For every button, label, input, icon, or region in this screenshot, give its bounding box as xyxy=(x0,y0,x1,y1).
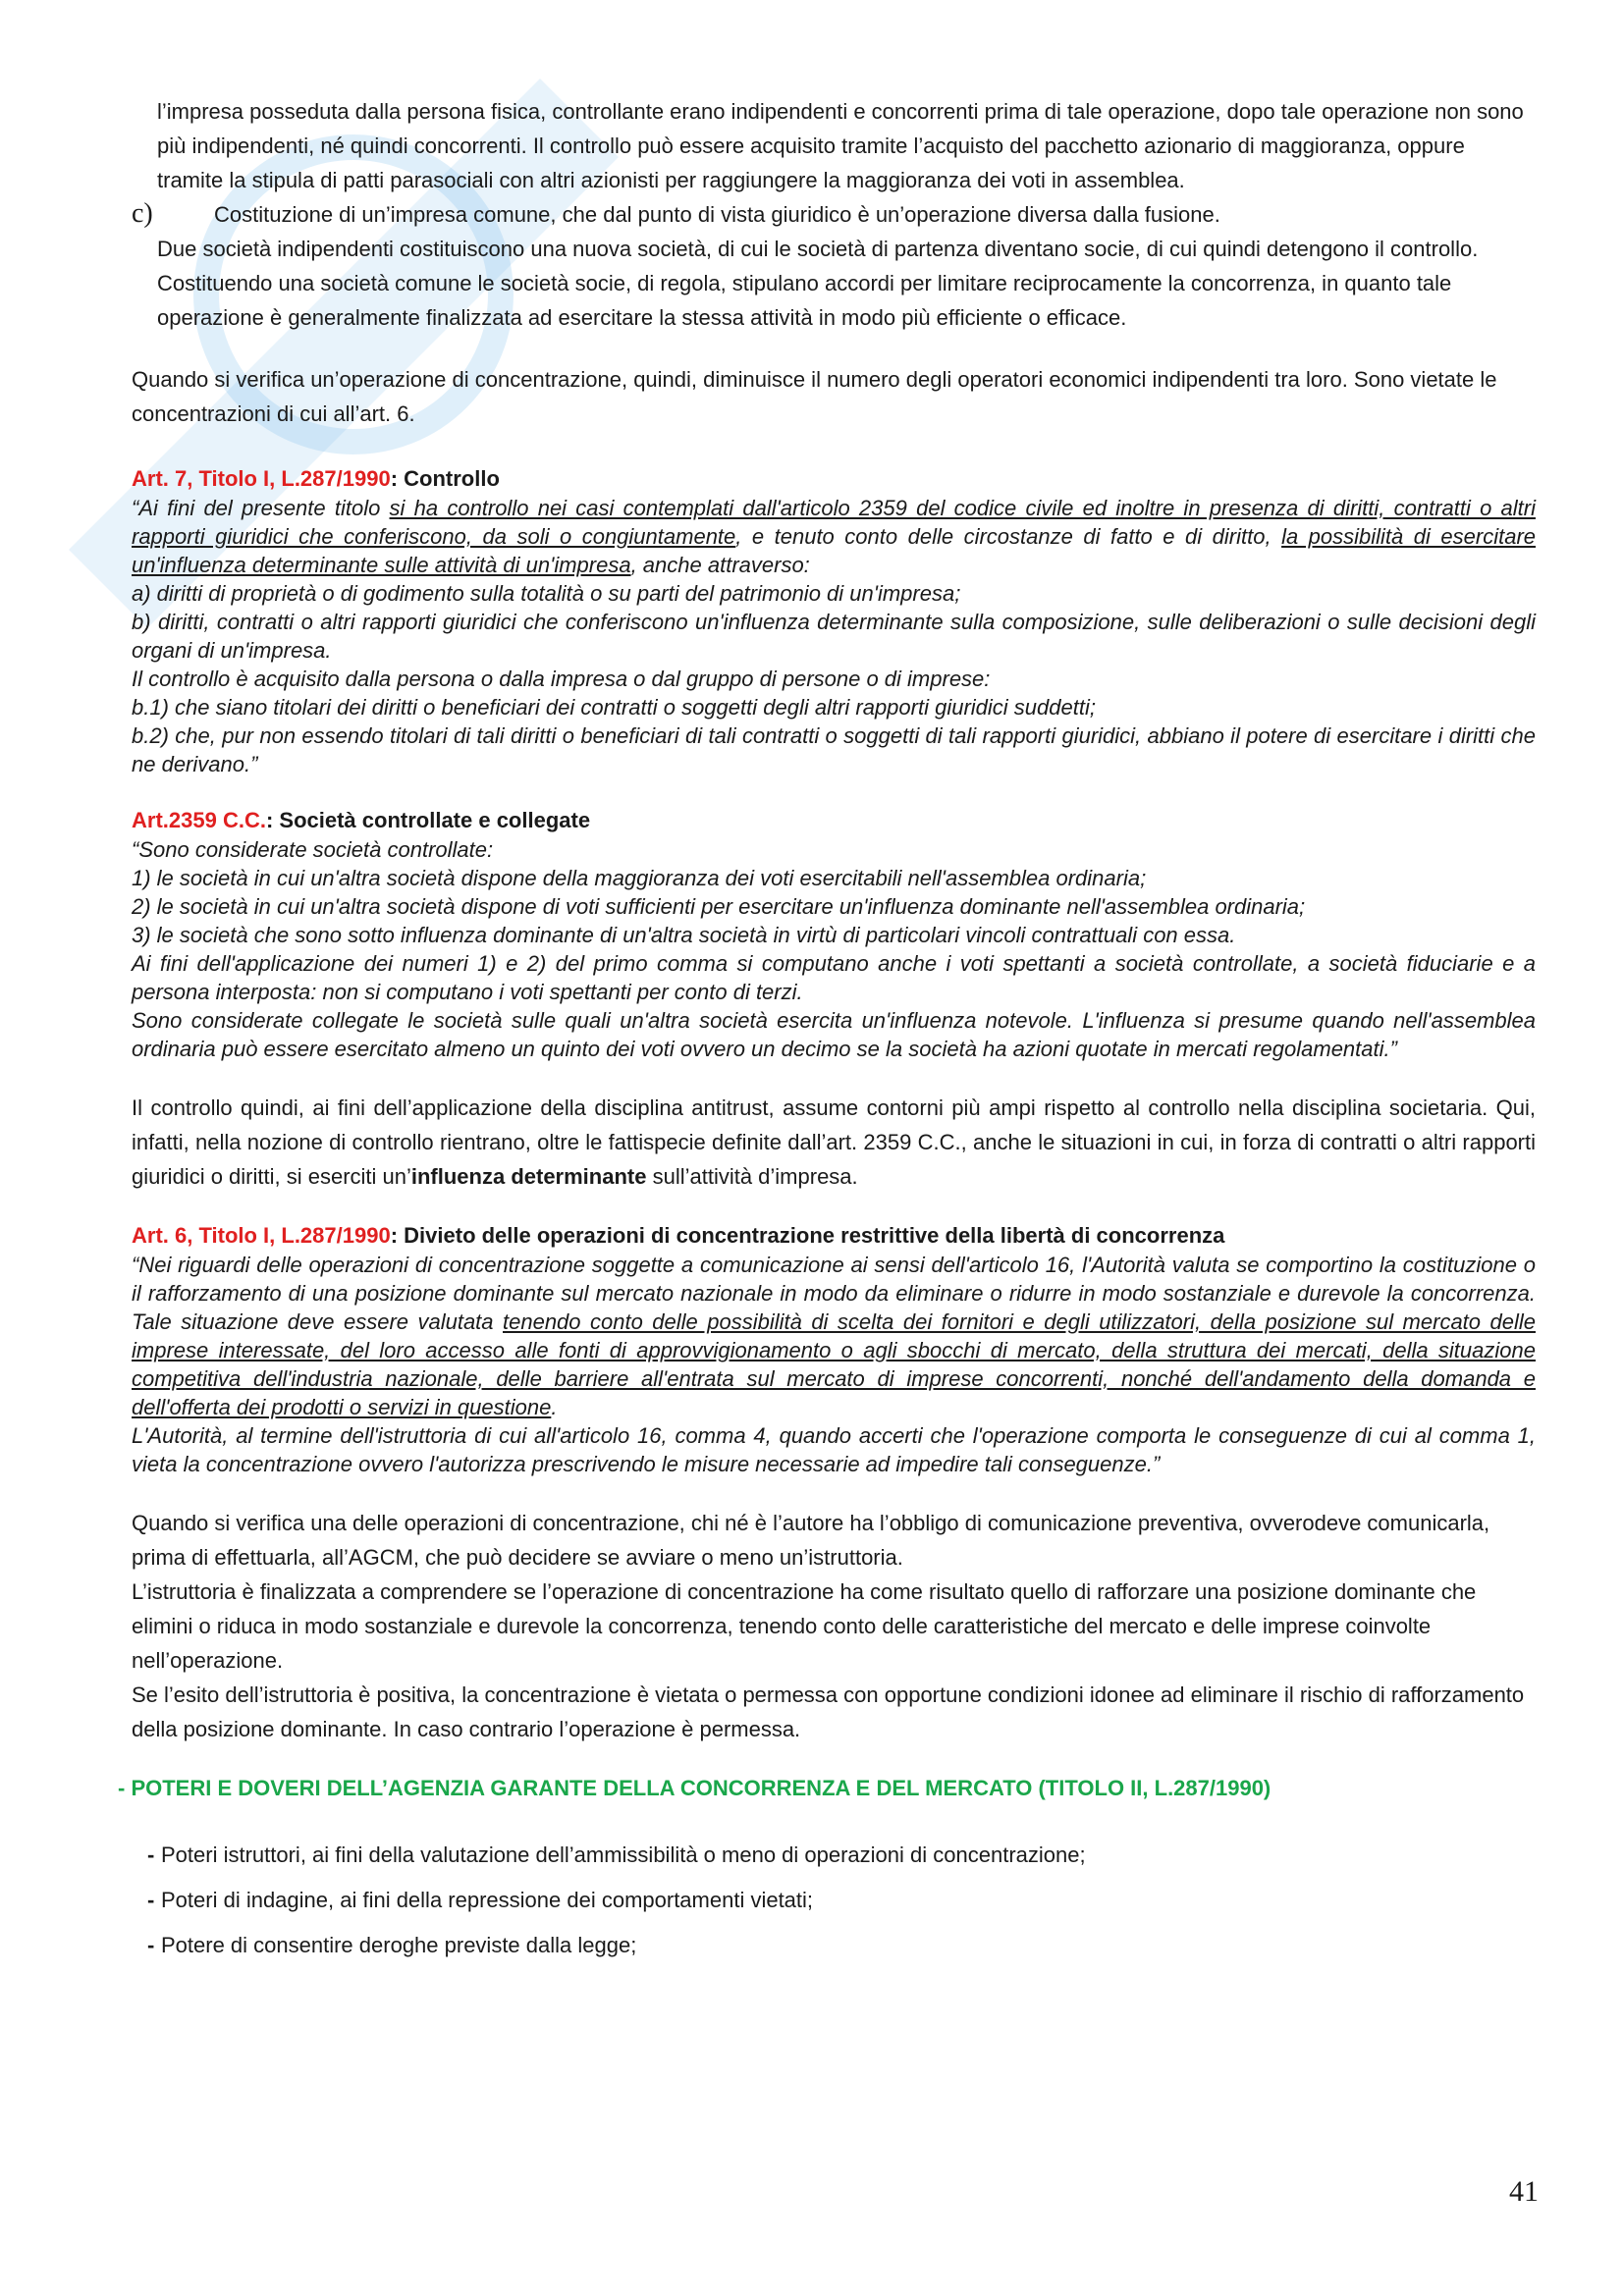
art6-title: Divieto delle operazioni di concentrazione restrittive della libertà di concorrenza xyxy=(404,1223,1225,1248)
art6-quote-underlined: tenendo conto delle possibilità di scelta dei fornitori e degli utilizzatori, della posizione sul mercato delle imprese interessate, del loro accesso alle fonti di approvvigionamento o agli sbocchi di mercato, della struttura dei mercati, della situazione competitiva dell'industria nazionale, delle barriere all'entrata sul mercato di imprese concorrenti, nonché dell'andamento della domanda e dell'offerta dei prodotti o servizi in questione xyxy=(132,1309,1536,1419)
art6-quote-2: L'Autorità, al termine dell'istruttoria di cui all'articolo 16, comma 4, quando accerti che l'operazione comporta le conseguenze di cui al comma 1, vieta la concentrazione ovvero l'autorizza prescrivendo le misure necessarie ad impedire tali conseguenze.” xyxy=(132,1423,1536,1476)
art6-quote-b: . xyxy=(551,1395,558,1419)
mid-paragraph-b: sull’attività d’impresa. xyxy=(646,1164,858,1189)
art7-separator: : xyxy=(390,466,405,491)
section-title: - POTERI E DOVERI DELL’AGENZIA GARANTE DELLA CONCORRENZA E DEL MERCATO (TITOLO II, L.287/1990) xyxy=(118,1776,1271,1800)
list-item xyxy=(147,1833,1536,1878)
mid-paragraph-a: Il controllo quindi, ai fini dell’applicazione della disciplina antitrust, assume contorni più ampi rispetto al controllo nella disciplina societaria. Qui, infatti, nella nozione di controllo rientrano, oltre le fattispecie definite dall’art. 2359 C.C., anche le situazioni in cui, in forza di contratti o altri rapporti giuridici o diritti, si eserciti un’ xyxy=(132,1095,1536,1189)
intro-paragraph-3: Quando si verifica un’operazione di concentrazione, quindi, diminuisce il numero degli operatori economici indipendenti tra loro. Sono vietate le concentrazioni di cui all’art. 6. xyxy=(132,367,1497,426)
art2359-title: Società controllate e collegate xyxy=(279,808,591,832)
mid-paragraph xyxy=(132,1091,1536,1194)
page-number: 41 xyxy=(1509,2175,1539,2208)
art2359-line-4: Ai fini dell'applicazione dei numeri 1) e 2) del primo comma si computano anche i voti spettanti a società controllate, a società fiduciarie e a persona interposta: non si computano i voti spettanti per conto di terzi. xyxy=(132,951,1536,1004)
art6-quote-a: “Nei riguardi delle operazioni di concentrazione soggette a comunicazione ai sensi dell'articolo 16, l'Autorità valuta se comportino la costituzione o il rafforzamento di una posizione dominante sul mercato nazionale in modo da eliminare o ridurre in modo sostanziale e durevole la concorrenza. Tale situazione deve essere valutata xyxy=(132,1253,1536,1334)
art7-item-b: b) diritti, contratti o altri rapporti giuridici che conferiscono un'influenza determinante sulla composizione, sulle deliberazioni o sulle decisioni degli organi di un'impresa. xyxy=(132,610,1536,663)
powers-item-3: Potere di consentire deroghe previste dalla legge; xyxy=(161,1933,637,1957)
list-item-c xyxy=(132,197,1536,232)
art2359-line-1: 1) le società in cui un'altra società dispone della maggioranza dei voti esercitabili nell'assemblea ordinaria; xyxy=(132,866,1147,890)
dash-bullet: - xyxy=(147,1842,155,1867)
art2359-line-2: 2) le società in cui un'altra società dispone di voti sufficienti per esercitare un'influenza dominante nell'assemblea ordinaria; xyxy=(132,894,1306,919)
after-paragraph-3: Se l’esito dell’istruttoria è positiva, la concentrazione è vietata o permessa con opportune condizioni idonee ad eliminare il rischio di rafforzamento della posizione dominante. In caso contrario l’operazione è permessa. xyxy=(132,1682,1525,1741)
art7-quote-underlined-1: si ha controllo nei casi contemplati dall'articolo 2359 del codice civile ed inoltre in presenza di diritti, contratti o altri rapporti giuridici che conferiscono, da soli o congiuntamente xyxy=(132,496,1536,549)
art2359-line-0: “Sono considerate società controllate: xyxy=(132,837,494,862)
list-item xyxy=(147,1923,1536,1968)
document-page xyxy=(118,94,1537,1968)
intro-paragraph-1: l’impresa posseduta dalla persona fisica, controllante erano indipendenti e concorrenti prima di tale operazione, dopo tale operazione non sono più indipendenti, né quindi concorrenti. Il controllo può essere acquisito tramite l’acquisto del pacchetto azionario di maggioranza, oppure tramite la stipula di patti parasociali con altri azionisti per raggiungere la maggioranza dei voti in assemblea. xyxy=(157,99,1524,192)
mid-paragraph-bold: influenza determinante xyxy=(410,1164,647,1189)
art7-ref: Art. 7, Titolo I, L.287/1990 xyxy=(132,466,391,491)
list-item-c-text: Costituzione di un’impresa comune, che dal punto di vista giuridico è un’operazione diversa dalla fusione. xyxy=(214,202,1220,227)
art2359-separator: : xyxy=(265,808,280,832)
art7-quote-a: “Ai fini del presente titolo xyxy=(132,496,390,520)
powers-list xyxy=(147,1833,1536,1968)
art7-quote-b: , e tenuto conto delle circostanze di fatto e di diritto, xyxy=(735,524,1282,549)
art7-item-b1: b.1) che siano titolari dei diritti o beneficiari dei contratti o soggetti degli altri rapporti giuridici suddetti; xyxy=(132,695,1096,720)
art2359-ref: Art.2359 C.C. xyxy=(132,808,266,832)
art2359-line-5: Sono considerate collegate le società sulle quali un'altra società esercita un'influenza notevole. L'influenza si presume quando nell'assemblea ordinaria può essere esercitato almeno un quinto dei voti ovvero un decimo se la società ha azioni quotate in mercati regolamentati.” xyxy=(132,1008,1536,1061)
art2359-line-3: 3) le società che sono sotto influenza dominante di un'altra società in virtù di particolari vincoli contrattuali con essa. xyxy=(132,923,1236,947)
art7-quote-c: , anche attraverso: xyxy=(630,553,810,577)
art6-ref: Art. 6, Titolo I, L.287/1990 xyxy=(132,1223,391,1248)
dash-bullet: - xyxy=(147,1933,155,1957)
art6-quote xyxy=(132,1251,1536,1421)
after-paragraph-1: Quando si verifica una delle operazioni di concentrazione, chi né è l’autore ha l’obbligo di comunicazione preventiva, ovverodeve comunicarla, prima di effettuarla, all’AGCM, che può decidere se avviare o meno un’istruttoria. xyxy=(132,1511,1490,1570)
after-paragraph-2: L’istruttoria è finalizzata a comprendere se l’operazione di concentrazione ha come risultato quello di rafforzare una posizione dominante che elimini o riduca in modo sostanziale e durevole la concorrenza, tenendo conto delle caratteristiche del mercato e delle imprese coinvolte nell’operazione. xyxy=(132,1579,1477,1673)
art7-title: Controllo xyxy=(404,466,500,491)
art7-quote-underlined-2: la possibilità di esercitare un'influenza determinante sulle attività di un'impresa xyxy=(132,524,1537,577)
art6-separator: : xyxy=(390,1223,405,1248)
art7-quote xyxy=(132,494,1536,579)
powers-item-1: Poteri istruttori, ai fini della valutazione dell’ammissibilità o meno di operazioni di concentrazione; xyxy=(161,1842,1086,1867)
dash-bullet: - xyxy=(147,1888,155,1912)
art2359-heading xyxy=(132,806,1536,835)
list-item xyxy=(147,1878,1536,1923)
powers-item-2: Poteri di indagine, ai fini della repressione dei comportamenti vietati; xyxy=(161,1888,814,1912)
art7-item-a: a) diritti di proprietà o di godimento sulla totalità o su parti del patrimonio di un'impresa; xyxy=(132,581,961,606)
art6-heading xyxy=(132,1221,1536,1251)
art7-item-b2: b.2) che, pur non essendo titolari di tali diritti o beneficiari di tali contratti o soggetti di tali rapporti giuridici, abbiano il potere di esercitare i diritti che ne derivano.” xyxy=(132,723,1536,776)
list-letter-c: c) xyxy=(132,198,153,229)
art7-control-line: Il controllo è acquisito dalla persona o dalla impresa o dal gruppo di persone o di imprese: xyxy=(132,667,991,691)
intro-paragraph-2: Due società indipendenti costituiscono una nuova società, di cui le società di partenza diventano socie, di cui quindi detengono il controllo. Costituendo una società comune le società socie, di regola, stipulano accordi per limitare reciprocamente la concorrenza, in quanto tale operazione è generalmente finalizzata ad esercitare la stessa attività in modo più efficiente o efficace. xyxy=(157,237,1479,330)
art7-heading xyxy=(132,464,1536,494)
